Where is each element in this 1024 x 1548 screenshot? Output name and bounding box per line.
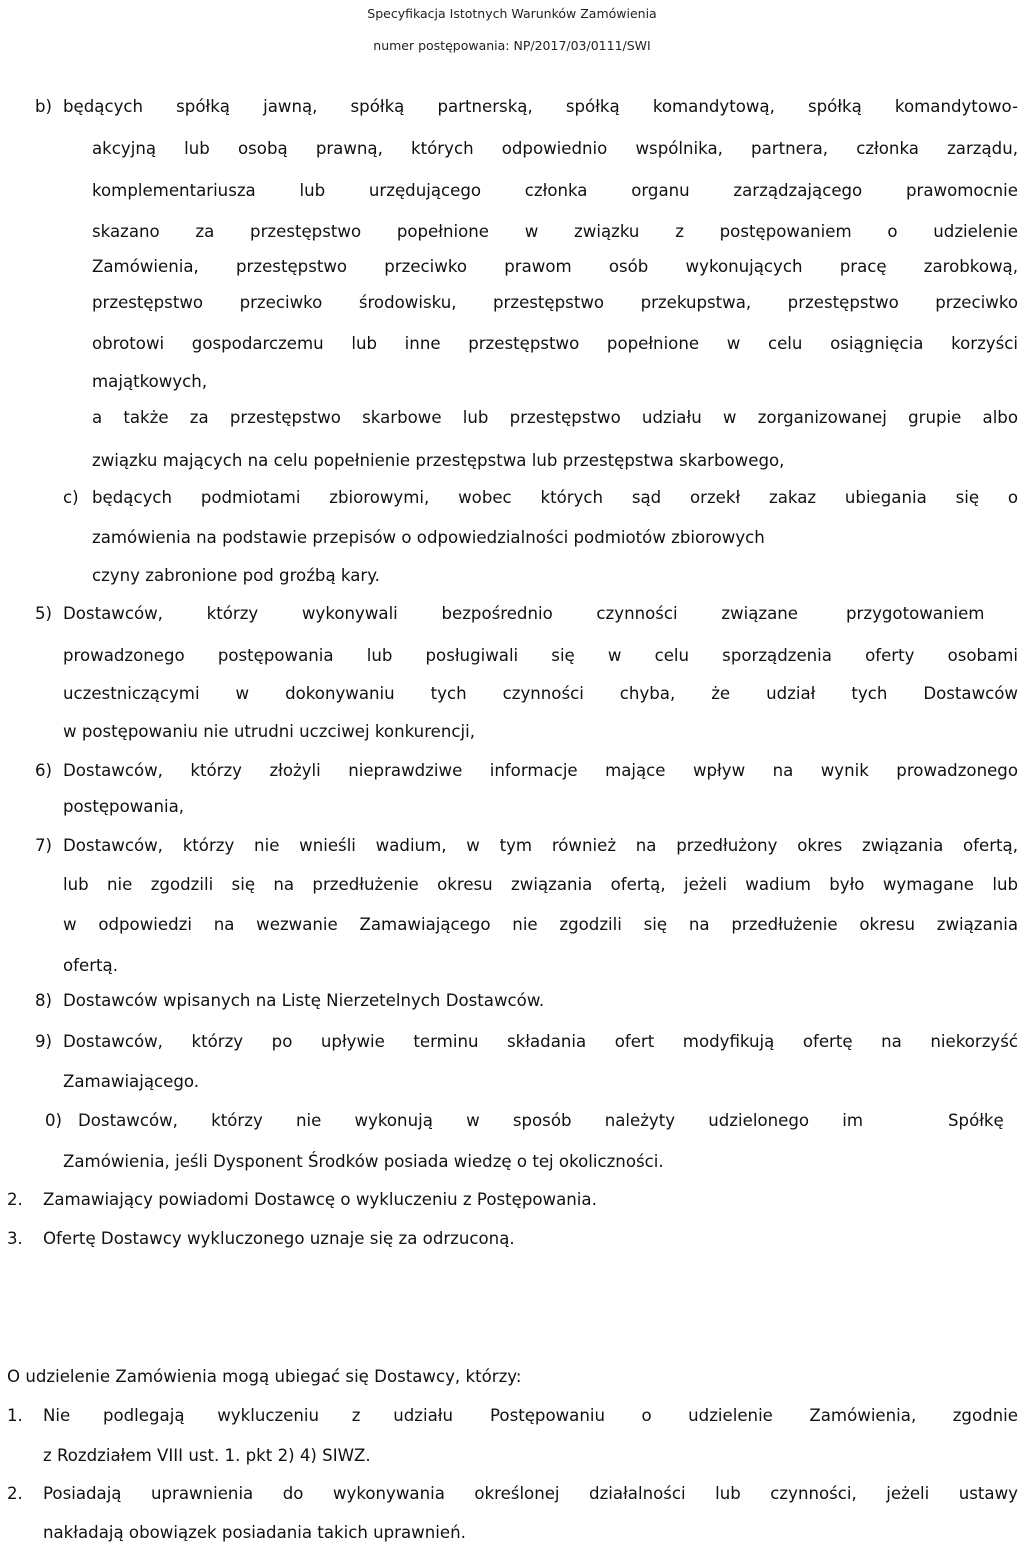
- item-5-line: uczestniczącymi w dokonywaniu tych czynności chyba, że udział tych Dostawców: [63, 684, 1018, 703]
- item-6-line: Dostawców, którzy złożyli nieprawdziwe informacje mające wpływ na wynik prowadzonego: [63, 761, 1018, 780]
- item-c-marker: c): [63, 488, 79, 507]
- item-b-line: obrotowi gospodarczemu lub inne przestępstwo popełnione w celu osiągnięcia korzyści: [92, 334, 1018, 353]
- section-item-1-line: z Rozdziałem VIII ust. 1. pkt 2) 4) SIWZ.: [43, 1446, 371, 1465]
- item-10-line: Dostawców, którzy nie wykonują w sposób należyty udzielonego im: [78, 1111, 863, 1130]
- item-7-line: w odpowiedzi na wezwanie Zamawiającego nie zgodzili się na przedłużenie okresu związania: [63, 915, 1018, 934]
- section-item-1-line: Postępowaniu o udzielenie Zamówienia, zgodnie: [490, 1406, 1018, 1425]
- procedure-number: numer postępowania: NP/2017/03/0111/SWI: [373, 38, 651, 53]
- item-b-marker: b): [35, 97, 53, 116]
- item-b-line: a także za przestępstwo skarbowe lub przestępstwo udziału w zorganizowanej grupie albo: [92, 408, 1018, 427]
- point-2-marker: 2.: [7, 1190, 23, 1209]
- item-7-line: Dostawców, którzy nie wnieśli wadium, w tym również na przedłużony okres związania ofertą,: [63, 836, 1018, 855]
- item-b-line: przestępstwo przeciwko środowisku, przestępstwo przekupstwa, przestępstwo przeciwko: [92, 293, 1018, 312]
- item-6-line: postępowania,: [63, 797, 185, 816]
- item-b-line: będących spółką jawną, spółką partnerską, spółką komandytową, spółką komandytowo-: [63, 97, 1018, 116]
- section-item-1-marker: 1.: [7, 1406, 23, 1425]
- item-7-line: ofertą.: [63, 956, 118, 975]
- item-c-line: zamówienia na podstawie przepisów o odpowiedzialności podmiotów zbiorowych: [92, 528, 765, 547]
- item-c-line: będących podmiotami zbiorowymi, wobec których sąd orzekł zakaz ubiegania się o: [92, 488, 1018, 507]
- section-item-1-line: Nie podlegają wykluczeniu z udziału: [43, 1406, 453, 1425]
- item-9-marker: 9): [35, 1032, 53, 1051]
- item-b-line: komplementariusza lub urzędującego członka organu zarządzającego prawomocnie: [92, 181, 1018, 200]
- item-5-line: Dostawców, którzy wykonywali bezpośrednio czynności związane: [63, 604, 798, 623]
- point-3-text: Ofertę Dostawcy wykluczonego uznaje się za odrzuconą.: [43, 1229, 515, 1248]
- item-b-line: majątkowych,: [92, 372, 208, 391]
- item-5-marker: 5): [35, 604, 53, 623]
- item-5-line: prowadzonego postępowania lub posługiwali się w celu sporządzenia oferty osobami: [63, 646, 1018, 665]
- item-9-line: Dostawców, którzy po upływie terminu składania ofert modyfikują ofertę na niekorzyść: [63, 1032, 1018, 1051]
- item-b-line: związku mających na celu popełnienie przestępstwa lub przestępstwa skarbowego,: [92, 451, 785, 470]
- section-item-2-line: nakładają obowiązek posiadania takich uprawnień.: [43, 1523, 466, 1542]
- item-10-line: Zamówienia, jeśli Dysponent Środków posiada wiedzę o tej okoliczności.: [63, 1152, 664, 1171]
- item-b-line: akcyjną lub osobą prawną, których odpowiednio wspólnika, partnera, członka zarządu,: [92, 139, 1018, 158]
- item-8-marker: 8): [35, 991, 53, 1010]
- document-header-title: Specyfikacja Istotnych Warunków Zamówienia: [367, 6, 657, 21]
- item-7-marker: 7): [35, 836, 53, 855]
- item-b-line: skazano za przestępstwo popełnione w związku z postępowaniem o udzielenie: [92, 222, 1018, 241]
- item-10-line: Spółkę: [948, 1111, 1004, 1130]
- item-9-line: Zamawiającego.: [63, 1072, 199, 1091]
- item-10-marker: 0): [45, 1111, 63, 1130]
- item-c-line: czyny zabronione pod groźbą kary.: [92, 566, 380, 585]
- item-6-marker: 6): [35, 761, 53, 780]
- point-2-text: Zamawiający powiadomi Dostawcę o wykluczeniu z Postępowania.: [43, 1190, 597, 1209]
- item-b-line: Zamówienia, przestępstwo przeciwko prawom osób wykonujących pracę zarobkową,: [92, 257, 1018, 276]
- item-5-line: w postępowaniu nie utrudni uczciwej konkurencji,: [63, 722, 475, 741]
- point-3-marker: 3.: [7, 1229, 23, 1248]
- item-7-line: lub nie zgodzili się na przedłużenie okresu związania ofertą, jeżeli wadium było wymagane lub: [63, 875, 1018, 894]
- section-item-2-line: Posiadają uprawnienia do wykonywania określonej działalności lub czynności, jeżeli ustawy: [43, 1484, 1018, 1503]
- section-heading: O udzielenie Zamówienia mogą ubiegać się Dostawcy, którzy:: [7, 1367, 522, 1386]
- item-8-line: Dostawców wpisanych na Listę Nierzetelnych Dostawców.: [63, 991, 545, 1010]
- section-item-2-marker: 2.: [7, 1484, 23, 1503]
- item-5-line: przygotowaniem: [846, 604, 985, 623]
